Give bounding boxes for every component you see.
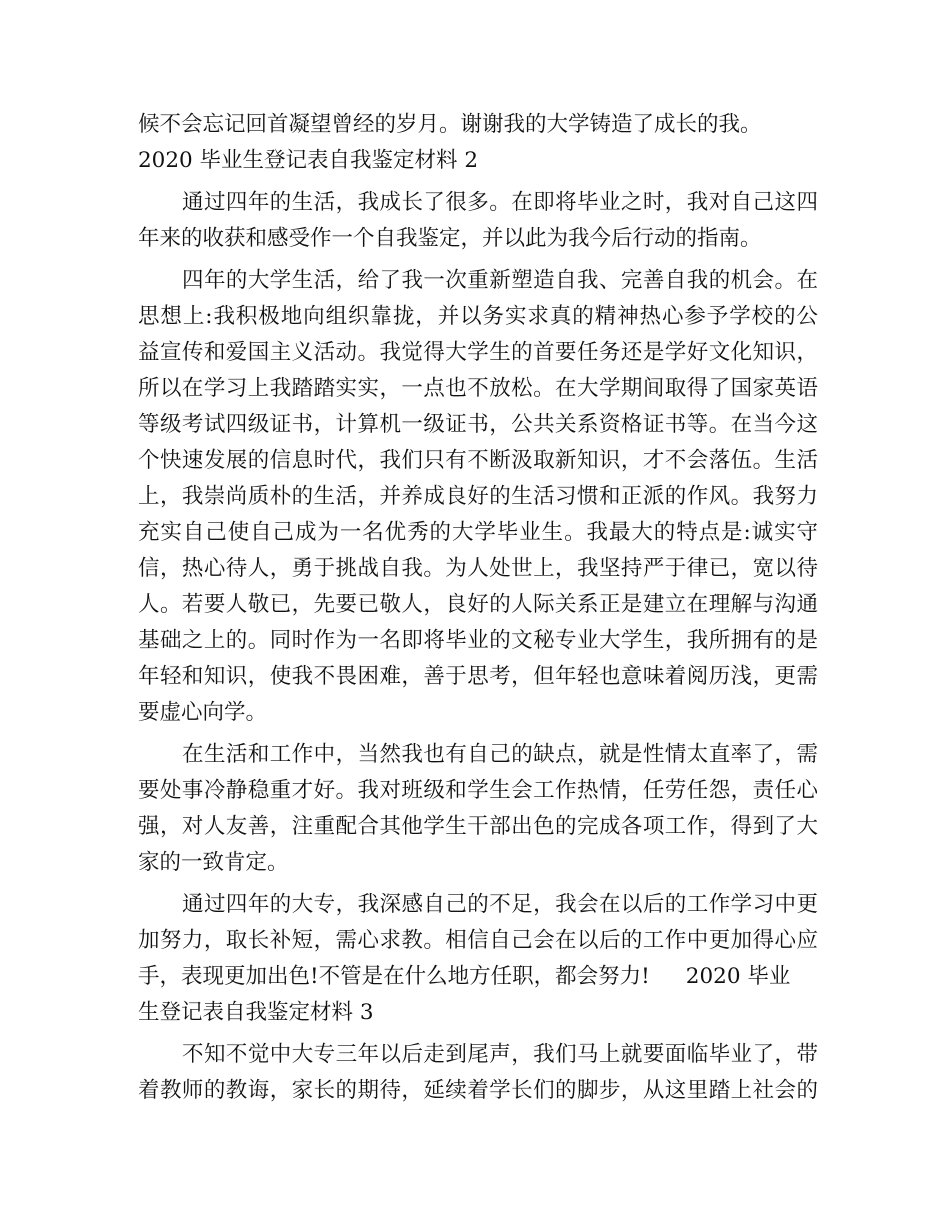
text-line: 通过四年的大专，我深感自己的不足，我会在以后的工作学习中更 bbox=[182, 892, 818, 917]
text-line: 所以在学习上我踏踏实实，一点也不放松。在大学期间取得了国家英语 bbox=[138, 376, 818, 401]
section-heading: 2020 毕业生登记表自我鉴定材料 2 bbox=[138, 148, 479, 173]
text-line: 年轻和知识，使我不畏困难，善于思考，但年轻也意味着阅历浅，更需 bbox=[138, 664, 818, 689]
text-line: 信，热心待人，勇于挑战自我。为人处世上，我坚持严于律已，宽以待 bbox=[138, 556, 818, 581]
text-line-with-heading bbox=[138, 959, 818, 995]
text-line: 通过四年的生活，我成长了很多。在即将毕业之时，我对自己这四 bbox=[182, 190, 818, 215]
document-body bbox=[138, 107, 818, 1109]
text-line: 人。若要人敬已，先要已敬人，良好的人际关系正是建立在理解与沟通 bbox=[138, 592, 818, 617]
section-heading-start: 2020 毕业 bbox=[685, 964, 791, 989]
text-line: 要处事冷静稳重才好。我对班级和学生会工作热情，任劳任怨，责任心 bbox=[138, 778, 818, 803]
text-line: 着教师的教诲，家长的期待，延续着学长们的脚步，从这里踏上社会的 bbox=[138, 1078, 818, 1103]
text-line: 不知不觉中大专三年以后走到尾声，我们马上就要面临毕业了，带 bbox=[182, 1042, 818, 1067]
text-line: 个快速发展的信息时代，我们只有不断汲取新知识，才不会落伍。生活 bbox=[138, 448, 818, 473]
text-line: 益宣传和爱国主义活动。我觉得大学生的首要任务还是学好文化知识， bbox=[138, 340, 818, 365]
text-line: 要虚心向学。 bbox=[138, 700, 268, 725]
text-line: 加努力，取长补短，需心求教。相信自己会在以后的工作中更加得心应 bbox=[138, 928, 818, 953]
text-line: 年来的收获和感受作一个自我鉴定，并以此为我今后行动的指南。 bbox=[138, 226, 762, 251]
text-line: 强，对人友善，注重配合其他学生干部出色的完成各项工作，得到了大 bbox=[138, 814, 818, 839]
text-segment: 手，表现更加出色!不管是在什么地方任职，都会努力! bbox=[138, 964, 650, 989]
section-heading-end: 生登记表自我鉴定材料 3 bbox=[138, 1000, 374, 1025]
text-line: 充实自己使自己成为一名优秀的大学毕业生。我最大的特点是:诚实守 bbox=[138, 520, 818, 545]
text-line: 上，我崇尚质朴的生活，并养成良好的生活习惯和正派的作风。我努力 bbox=[138, 484, 818, 509]
text-line: 候不会忘记回首凝望曾经的岁月。谢谢我的大学铸造了成长的我。 bbox=[138, 112, 762, 137]
text-line: 在生活和工作中，当然我也有自己的缺点，就是性情太直率了，需 bbox=[182, 742, 818, 767]
text-line: 思想上:我积极地向组织靠拢，并以务实求真的精神热心参予学校的公 bbox=[138, 304, 818, 329]
text-line: 家的一致肯定。 bbox=[138, 850, 289, 875]
text-line: 四年的大学生活，给了我一次重新塑造自我、完善自我的机会。在 bbox=[182, 268, 818, 293]
text-line: 等级考试四级证书，计算机一级证书，公共关系资格证书等。在当今这 bbox=[138, 412, 818, 437]
text-line: 基础之上的。同时作为一名即将毕业的文秘专业大学生，我所拥有的是 bbox=[138, 628, 818, 653]
